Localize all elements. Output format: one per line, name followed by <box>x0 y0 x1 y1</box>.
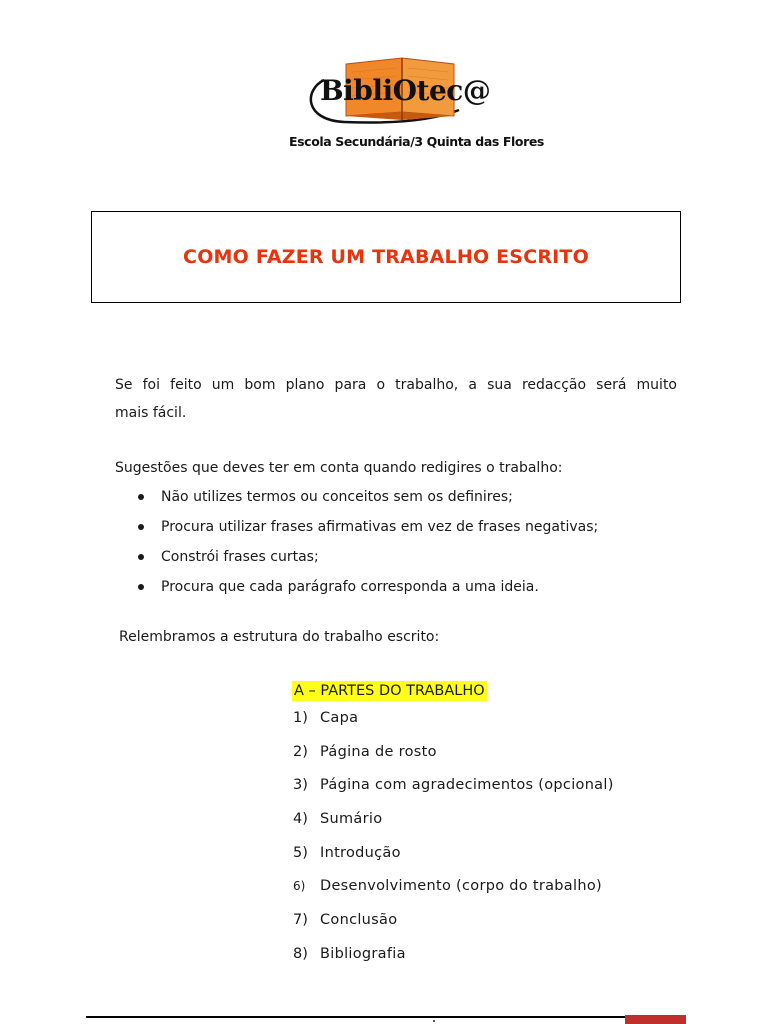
title-box <box>91 211 681 303</box>
bullet-icon <box>138 524 144 530</box>
page-title: COMO FAZER UM TRABALHO ESCRITO <box>183 246 589 268</box>
biblioteca-logo <box>284 50 544 160</box>
logo-wordmark: BibliOtec@ <box>320 74 491 107</box>
item-label: Introdução <box>320 844 401 861</box>
suggestions-lead: Sugestões que deves ter em conta quando redigires o trabalho: <box>115 460 563 476</box>
intro-line-1: Se foi feito um bom plano para o trabalho, a sua redacção será muito <box>115 377 677 393</box>
bullet-icon <box>138 494 144 500</box>
item-number: 6) <box>293 879 306 894</box>
intro-line-2: mais fácil. <box>115 405 187 421</box>
structure-lead: Relembramos a estrutura do trabalho escrito: <box>119 629 440 645</box>
item-label: Sumário <box>320 811 383 828</box>
list-item <box>293 805 614 839</box>
item-number: 2) <box>293 743 308 760</box>
list-item <box>293 704 614 738</box>
item-number: 7) <box>293 912 308 929</box>
item-number: 4) <box>293 811 308 828</box>
item-label: Desenvolvimento (corpo do trabalho) <box>320 878 602 895</box>
bullet-icon <box>138 584 144 590</box>
item-number: 5) <box>293 844 308 861</box>
list-item <box>293 872 614 906</box>
suggestions-list <box>115 482 598 602</box>
logo-school-name: Escola Secundária/3 Quinta das Flores <box>289 134 544 149</box>
list-item: Não utilizes termos ou conceitos sem os definires; <box>115 482 598 512</box>
bullet-icon <box>138 554 144 560</box>
list-item <box>293 738 614 772</box>
list-item <box>293 940 614 974</box>
footer-accent-bar <box>625 1015 686 1024</box>
footer-rule <box>86 1016 686 1018</box>
section-a-heading: A – PARTES DO TRABALHO <box>294 683 485 699</box>
list-item <box>293 906 614 940</box>
list-item <box>293 771 614 805</box>
list-item: Constrói frases curtas; <box>115 542 598 572</box>
item-number: 1) <box>293 710 308 726</box>
list-item: Procura que cada parágrafo corresponda a uma ideia. <box>115 572 598 602</box>
item-number: 3) <box>293 777 308 794</box>
intro-paragraph <box>115 371 677 427</box>
item-label: Página com agradecimentos (opcional) <box>320 777 614 794</box>
parts-list <box>293 704 614 974</box>
item-label: Conclusão <box>320 912 398 929</box>
item-number: 8) <box>293 945 308 962</box>
list-item: Procura utilizar frases afirmativas em vez de frases negativas; <box>115 512 598 542</box>
item-label: Bibliografia <box>320 945 406 962</box>
item-label: Capa <box>320 710 359 726</box>
item-label: Página de rosto <box>320 743 437 760</box>
list-item <box>293 839 614 873</box>
footer-mark <box>433 1020 435 1022</box>
